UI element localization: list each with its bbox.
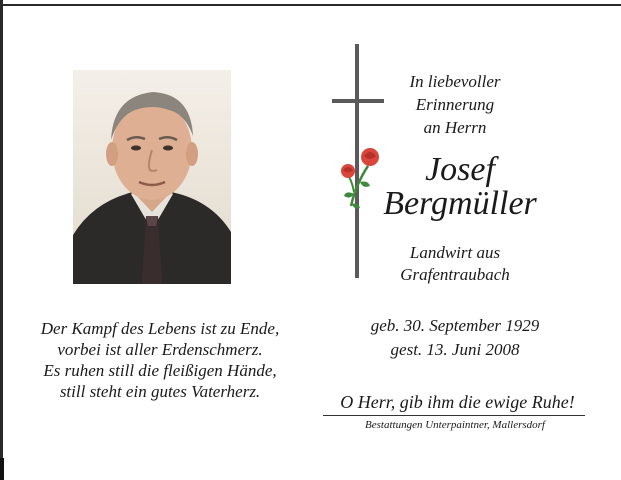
corner-mark: [0, 458, 4, 480]
portrait-photo: [73, 70, 231, 284]
occupation: [385, 242, 525, 286]
left-border: [0, 0, 3, 480]
verse-line-3: Es ruhen still die fleißigen Hände,: [43, 361, 277, 380]
memorial-verse: [15, 318, 305, 402]
life-dates: [350, 314, 560, 362]
undertaker-credit: Bestattungen Unterpaintner, Mallersdorf: [365, 419, 545, 431]
last-name: Bergmüller: [383, 185, 537, 222]
intro-line-2: Erinnerung: [415, 95, 495, 114]
occupation-line-2: Grafentraubach: [400, 265, 510, 284]
verse-line-4: still steht ein gutes Vaterherz.: [59, 382, 261, 401]
birth-date: geb. 30. September 1929: [370, 316, 540, 335]
verse-line-2: vorbei ist aller Erdenschmerz.: [57, 340, 263, 359]
intro-line-1: In liebevoller: [409, 72, 501, 91]
top-border: [0, 4, 621, 6]
first-name: Josef: [425, 151, 495, 188]
memorial-intro: [390, 70, 520, 139]
divider: [323, 415, 585, 416]
verse-line-1: Der Kampf des Lebens ist zu Ende,: [40, 319, 280, 338]
prayer-line: O Herr, gib ihm die ewige Ruhe!: [340, 392, 575, 412]
intro-line-3: an Herrn: [423, 118, 487, 137]
death-date: gest. 13. Juni 2008: [390, 340, 520, 359]
occupation-line-1: Landwirt aus: [409, 243, 501, 262]
